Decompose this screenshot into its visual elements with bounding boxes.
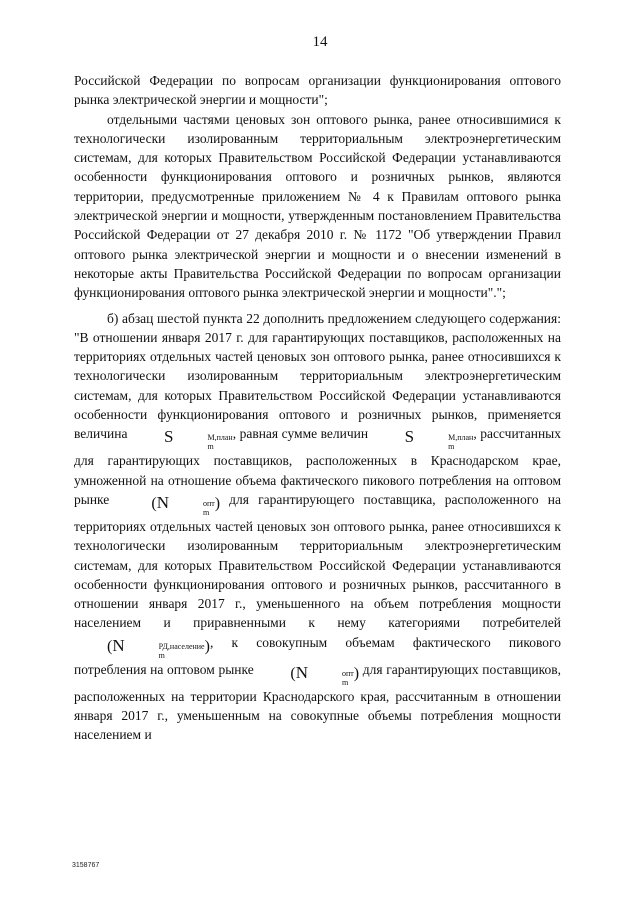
formula-superscript: РД,население	[158, 641, 205, 651]
text-segment: для гарантирующего поставщика, расположенного на территориях отдельных частей ценовых зон оптового рынка, ранее относившихся к технологически изолированным территориальным электроэнергетическим системам, для которых Правительством Российской Федерации устанавливаются особенности функционирования оптового и розничных рынков, рассчитанного в отношении января 2017 г., уменьшенного на объем потребления мощности населением и приравненными к нему категориями потребителей	[74, 491, 561, 631]
page-number: 14	[312, 34, 328, 50]
text-segment: , равная сумме величин	[232, 426, 372, 442]
formula-n-opt-2	[257, 664, 359, 687]
formula-base: S	[404, 427, 415, 447]
document-id: 3158767	[72, 862, 100, 869]
formula-base: S	[164, 427, 174, 447]
paragraph-definition: отдельными частями ценовых зон оптового рынка, ранее относившимися к технологически изолированным территориальным электроэнергетическим системам, для которых Правительством Российской Федерации устанавливаются особенности функционирования оптового и розничных рынков, являются территории, предусмотренные приложением № 4 к Правилам оптового рынка электрической энергии и мощности, утвержденным постановлением Правительства Российской Федерации от 27 декабря 2010 г. № 1172 "Об утверждении Правил оптового рынка электрической энергии и мощности и о внесении изменений в некоторые акты Правительства Российской Федерации по вопросам организации функционирования оптового рынка электрической энергии и мощности".";	[74, 111, 561, 301]
formula-n-opt-1	[118, 494, 220, 517]
paragraph-amendment	[74, 309, 561, 745]
formula-paren-close: )	[214, 494, 221, 512]
paragraph-continuation: Российской Федерации по вопросам организации функционирования оптового рынка электрической энергии и мощности";	[74, 73, 561, 108]
formula-base: N	[156, 492, 169, 512]
formula-superscript: М,план	[207, 433, 233, 443]
formula-subscript: m	[158, 650, 165, 660]
formula-n-rd	[74, 637, 210, 660]
formula-subscript: m	[207, 442, 214, 452]
formula-subscript: m	[448, 442, 455, 452]
document-body	[74, 71, 561, 745]
formula-base: N	[295, 662, 308, 682]
formula-superscript: М,план	[448, 433, 474, 443]
text-segment: , к совокупным объемам фактического пикового потребления на оптовом рынке	[74, 634, 561, 677]
text-segment: , рассчитанных для гарантирующих поставщиков, расположенных в Краснодарском крае, умноженной на отношение объема фактического пикового потребления на оптовом рынке	[74, 426, 561, 507]
text-segment: б) абзац шестой пункта 22 дополнить предложением следующего содержания: "В отношении января 2017 г. для гарантирующих поставщиков, расположенных на территориях отдельных частей ценовых зон оптового рынка, ранее относившихся к технологически изолированным территориальным электроэнергетическим системам, для которых Правительством Российской Федерации устанавливаются особенности функционирования оптового и розничных рынков, применяется величина	[74, 310, 561, 442]
formula-superscript: опт	[202, 498, 215, 508]
formula-paren-open: (	[107, 637, 113, 655]
formula-paren-open: (	[290, 664, 296, 682]
formula-subscript: m	[202, 507, 210, 517]
formula-paren-open: (	[151, 494, 157, 512]
formula-paren-close: )	[204, 637, 210, 655]
text-segment: для гарантирующих поставщиков, расположенных на территории Краснодарского края, рассчитанным в отношении января 2017 г., уменьшенным на совокупные объемы потребления мощности населением и	[74, 661, 561, 743]
formula-superscript: опт	[341, 668, 354, 678]
formula-s-plan-1	[131, 428, 233, 451]
formula-base: N	[112, 635, 125, 655]
formula-paren-close: )	[353, 664, 360, 682]
formula-s-plan-2	[372, 428, 474, 451]
formula-subscript: m	[341, 677, 349, 687]
